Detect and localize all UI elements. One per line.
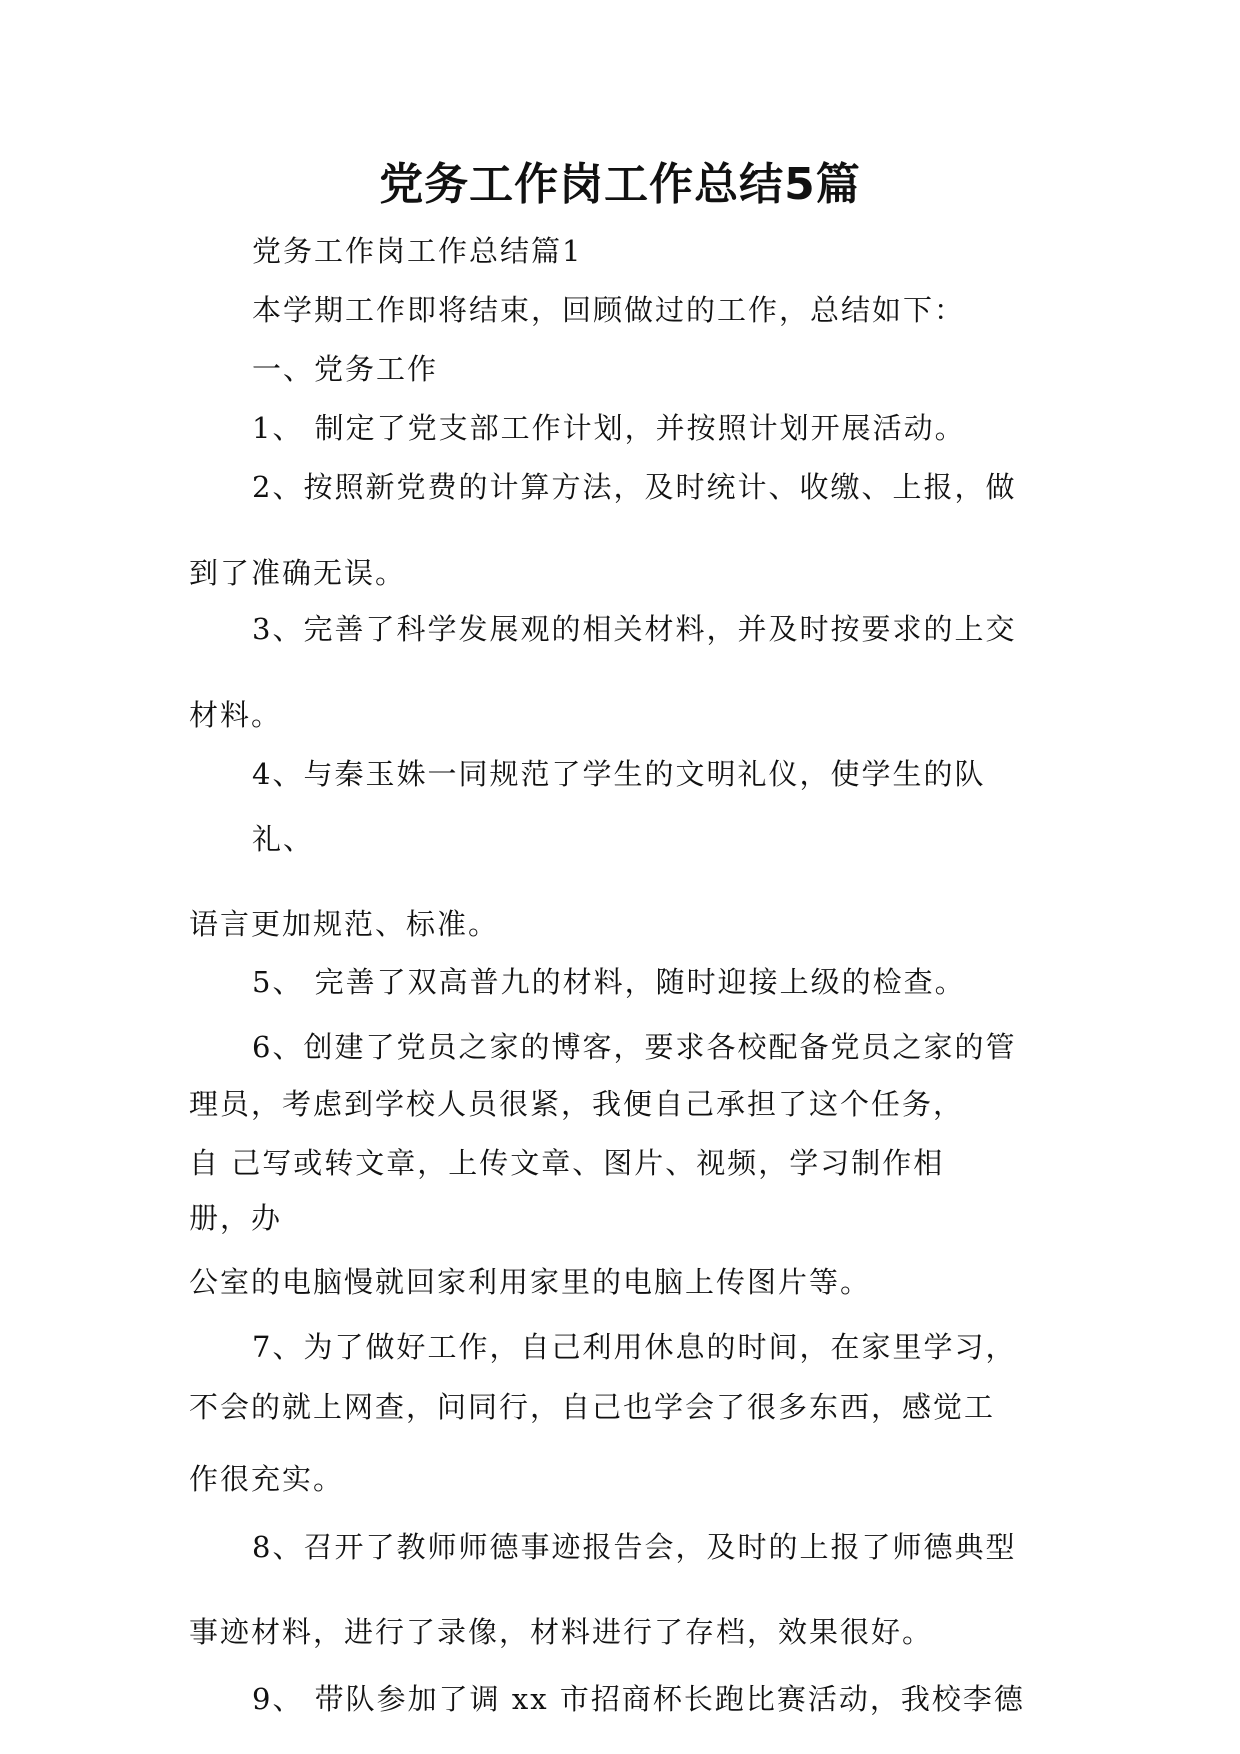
paragraph-line: 公室的电脑慢就回家利用家里的电脑上传图片等。 [189, 1265, 872, 1299]
paragraph-line: 作很充实。 [189, 1462, 345, 1496]
paragraph-line: 自 己写或转文章，上传文章、图片、视频，学习制作相 [189, 1146, 945, 1180]
paragraph-line: 8、召开了教师师德事迹报告会，及时的上报了师德典型 [252, 1530, 1017, 1564]
section-heading: 党务工作岗工作总结篇1 [252, 234, 583, 268]
paragraph-line: 7、为了做好工作，自己利用休息的时间，在家里学习， [252, 1330, 1017, 1364]
paragraph-line: 1、 制定了党支部工作计划，并按照计划开展活动。 [252, 411, 966, 445]
paragraph-line: 礼、 [252, 822, 315, 856]
paragraph-line: 材料。 [189, 698, 283, 732]
paragraph-line: 6、创建了党员之家的博客，要求各校配备党员之家的管 [252, 1030, 1017, 1064]
document-title: 党务工作岗工作总结5篇 [379, 159, 861, 210]
paragraph-line: 到了准确无误。 [189, 556, 407, 590]
paragraph-line: 理员，考虑到学校人员很紧，我便自己承担了这个任务， [189, 1087, 965, 1121]
paragraph-line: 不会的就上网查，问同行，自己也学会了很多东西，感觉工 [189, 1390, 996, 1424]
paragraph-line: 3、完善了科学发展观的相关材料，并及时按要求的上交 [252, 612, 1017, 646]
paragraph-line: 语言更加规范、标准。 [189, 907, 500, 941]
paragraph-line: 事迹材料，进行了录像，材料进行了存档，效果很好。 [189, 1615, 934, 1649]
paragraph-line: 5、 完善了双高普九的材料，随时迎接上级的检查。 [252, 965, 966, 999]
paragraph-line: 9、 带队参加了调 xx 市招商杯长跑比赛活动，我校李德 [252, 1682, 1025, 1716]
paragraph-line: 4、与秦玉姝一同规范了学生的文明礼仪，使学生的队 [252, 757, 986, 791]
paragraph-line: 本学期工作即将结束，回顾做过的工作，总结如下： [252, 293, 966, 327]
paragraph-line: 册，办 [189, 1201, 283, 1235]
paragraph-line: 2、按照新党费的计算方法，及时统计、收缴、上报，做 [252, 470, 1017, 504]
section-heading: 一、党务工作 [252, 352, 439, 386]
